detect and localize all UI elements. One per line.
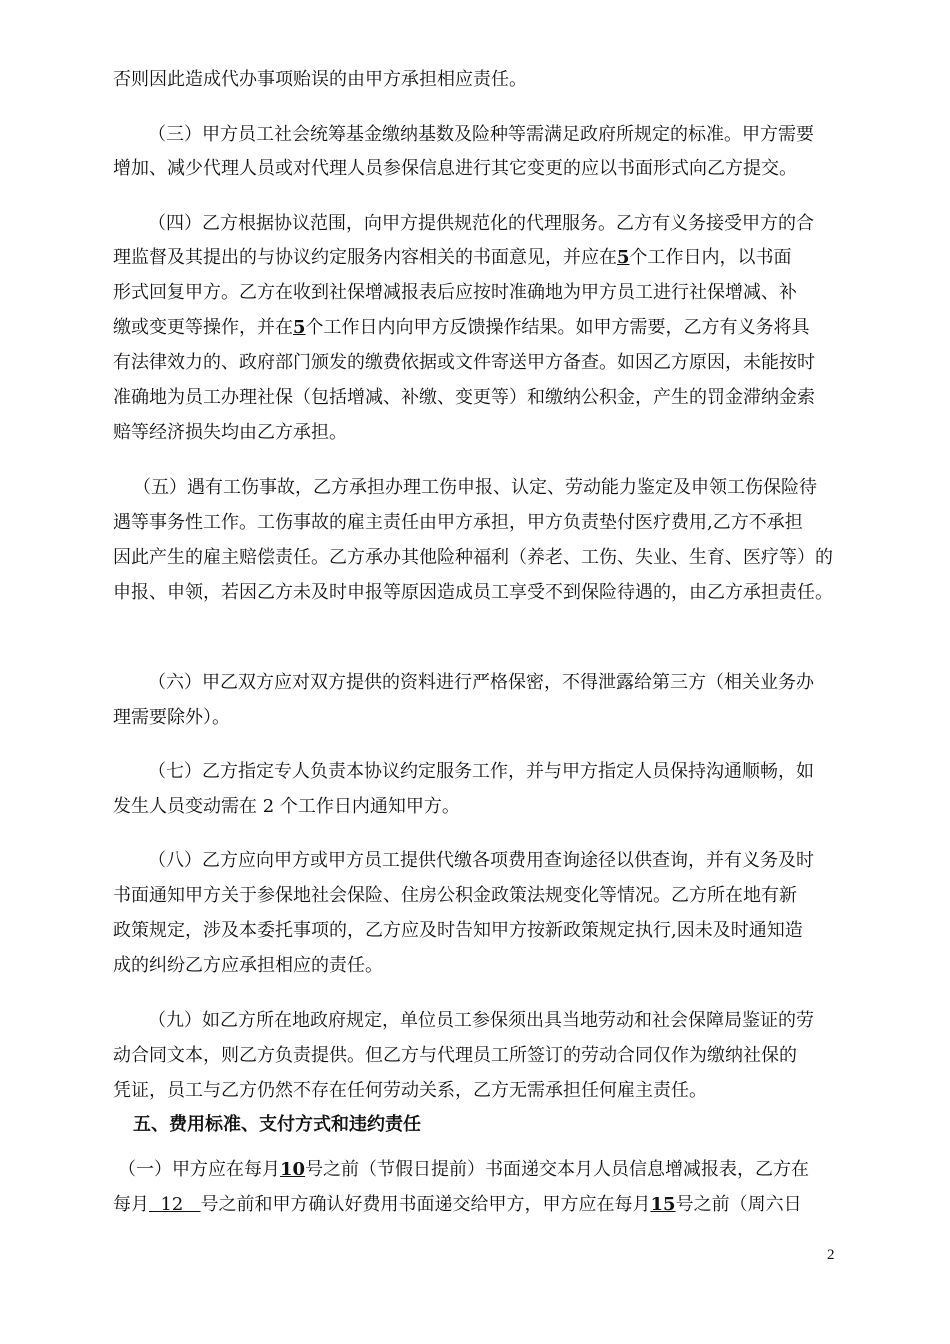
paragraph-line: （六）甲乙双方应对双方提供的资料进行严格保密，不得泄露给第三方（相关业务办 [148,672,814,693]
paragraph-line: 申报、申领，若因乙方未及时申报等原因造成员工享受不到保险待遇的，由乙方承担责任。 [113,582,833,603]
text-segment: 号之前（节假日提前）书面递交本月人员信息增减报表，乙方在 [305,1159,810,1180]
paragraph-line: 否则因此造成代办事项贻误的由甲方承担相应责任。 [113,69,527,90]
days-number: 5 [617,247,630,268]
text-segment: 每月 [113,1194,149,1215]
paragraph-line: （五）遇有工伤事故，乙方承担办理工伤申报、认定、劳动能力鉴定及申领工伤保险待 [133,477,817,498]
paragraph-line: 书面通知甲方关于参保地社会保险、住房公积金政策法规变化等情况。乙方所在地有新 [113,885,797,906]
paragraph-line [113,246,792,270]
paragraph-line: 成的纠纷乙方应承担相应的责任。 [113,955,383,976]
paragraph-line: 准确地为员工办理社保（包括增减、补缴、变更等）和缴纳公积金，产生的罚金滞纳金索 [113,387,815,408]
paragraph-line: 形式回复甲方。乙方在收到社保增减报表后应按时准确地为甲方员工进行社保增减、补 [113,282,797,303]
text-segment: 个工作日内，以书面 [629,247,792,268]
days-number: 5 [293,317,306,338]
paragraph-line: （九）如乙方所在地政府规定，单位员工参保须出具当地劳动和社会保障局鉴证的劳 [148,1010,814,1031]
text-segment: 缴或变更等操作，并在 [113,317,293,338]
page-number: 2 [827,1247,835,1263]
date-number: 15 [650,1194,676,1215]
paragraph-line: 理需要除外）。 [113,707,230,728]
paragraph-line: 有法律效力的、政府部门颁发的缴费依据或文件寄送甲方备查。如因乙方原因，未能按时 [113,352,815,373]
paragraph-line: 增加、减少代理人员或对代理人员参保信息进行其它变更的应以书面形式向乙方提交。 [113,158,797,179]
date-number-blank: 12 [149,1194,201,1215]
paragraph-line [113,316,810,340]
paragraph-line: 凭证，员工与乙方仍然不存在任何劳动关系，乙方无需承担任何雇主责任。 [113,1080,707,1101]
text-segment: 号之前（周六日 [675,1194,802,1215]
paragraph-line: 赔等经济损失均由乙方承担。 [113,422,347,443]
text-segment: （一）甲方应在每月 [118,1159,280,1180]
paragraph-line: 政策规定，涉及本委托事项的，乙方应及时告知甲方按新政策规定执行,因未及时通知造 [113,920,803,941]
paragraph-line [118,1158,809,1182]
text-segment: 个工作日内向甲方反馈操作结果。如甲方需要，乙方有义务将具 [305,317,810,338]
paragraph-line: 发生人员变动需在 2 个工作日内通知甲方。 [113,796,460,817]
text-segment: 理监督及其提出的与协议约定服务内容相关的书面意见，并应在 [113,247,617,268]
paragraph-line: 动合同文本，则乙方负责提供。但乙方与代理员工所签订的劳动合同仅作为缴纳社保的 [113,1045,797,1066]
paragraph-line: 因此产生的雇主赔偿责任。乙方承办其他险种福利（养老、工伤、失业、生育、医疗等）的 [113,547,833,568]
section-heading: 五、费用标准、支付方式和违约责任 [133,1114,421,1135]
date-number: 10 [280,1159,306,1180]
paragraph-line: 遇等事务性工作。工伤事故的雇主责任由甲方承担，甲方负责垫付医疗费用,乙方不承担 [113,512,803,533]
paragraph-line: （四）乙方根据协议范围，向甲方提供规范化的代理服务。乙方有义务接受甲方的合 [148,213,814,234]
paragraph-line: （三）甲方员工社会统筹基金缴纳基数及险种等需满足政府所规定的标准。甲方需要 [148,124,814,145]
paragraph-line: （八）乙方应向甲方或甲方员工提供代缴各项费用查询途径以供查询，并有义务及时 [148,850,814,871]
paragraph-line: （七）乙方指定专人负责本协议约定服务工作，并与甲方指定人员保持沟通顺畅，如 [148,761,814,782]
text-segment: 号之前和甲方确认好费用书面递交给甲方，甲方应在每月 [200,1194,651,1215]
paragraph-line [113,1193,802,1217]
